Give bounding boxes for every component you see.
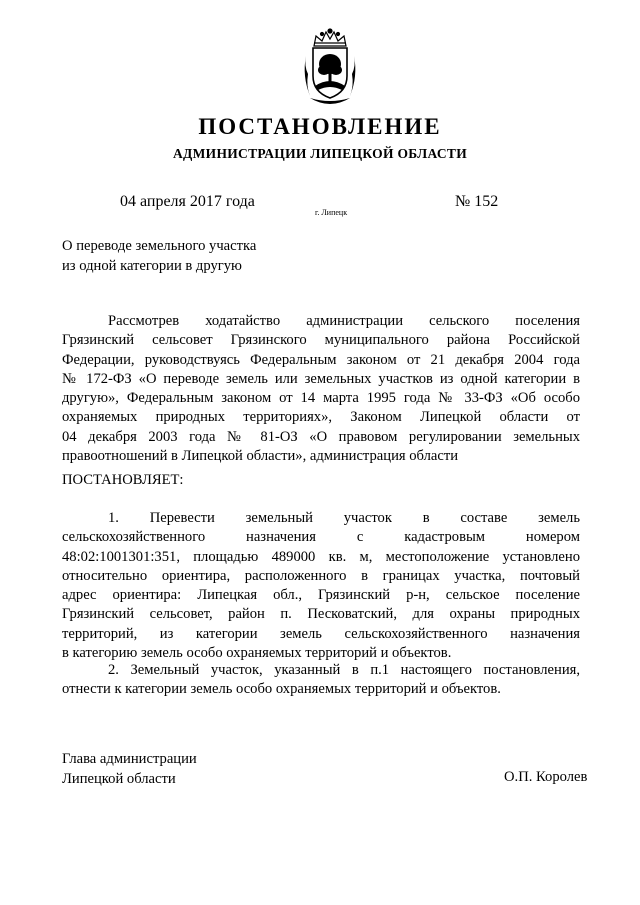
signatory-name: О.П. Королев — [504, 769, 588, 785]
preamble-line: Федерации, руководствуясь Федеральным законом от 21 декабря 2004 года — [62, 351, 580, 368]
signatory-position-line: Глава администрации — [62, 751, 197, 767]
clause-2-paragraph — [62, 661, 580, 700]
clause-1-line: сельскохозяйственного назначения с кадастровым номером — [62, 529, 580, 546]
preamble-line: охраняемых природных территориях», Законом Липецкой области от — [62, 409, 580, 426]
clause-2-line: отнести к категории земель особо охраняемых территорий и объектов. — [62, 681, 501, 698]
issuing-authority: АДМИНИСТРАЦИИ ЛИПЕЦКОЙ ОБЛАСТИ — [172, 146, 468, 161]
preamble-line: Рассмотрев ходатайство администрации сельского поселения — [108, 313, 580, 329]
topic-line: из одной категории в другую — [62, 258, 242, 274]
preamble-line: другую», Федеральным законом от 14 марта 1995 года № 33-ФЗ «Об особо — [62, 390, 580, 407]
document-title: ПОСТАНОВЛЕНИЕ — [198, 114, 442, 139]
document-number: № 152 — [455, 193, 499, 210]
clause-1-line: 1. Перевести земельный участок в составе земель — [108, 510, 580, 526]
clause-1-line: 48:02:1001301:351, площадью 489000 кв. м, местоположение установлено — [62, 548, 580, 565]
coat-of-arms-emblem — [300, 26, 360, 108]
preamble-line: Грязинский сельсовет Грязинского муниципального района Российской — [62, 332, 580, 349]
document-topic — [62, 236, 256, 276]
clause-1-line: Грязинский сельсовет, район п. Песковатский, для охраны природных — [62, 606, 580, 623]
topic-line: О переводе земельного участка — [62, 238, 257, 254]
resolves-heading: ПОСТАНОВЛЯЕТ: — [62, 472, 184, 488]
preamble-line: № 172-ФЗ «О переводе земель или земельных участков из одной категории в — [62, 370, 580, 387]
clause-1-line: в категорию земель особо охраняемых территорий и объектов. — [62, 645, 452, 662]
clause-1-line: территорий, из категории земель сельскохозяйственного назначения — [62, 625, 580, 642]
preamble-line: 04 декабря 2003 года № 81-ОЗ «О правовом регулировании земельных — [62, 428, 580, 445]
clause-1-paragraph — [62, 509, 580, 663]
document-date: 04 апреля 2017 года — [120, 193, 255, 210]
signatory-position-line: Липецкой области — [62, 771, 176, 787]
document-place: г. Липецк — [315, 208, 348, 217]
clause-1-line: относительно ориентира, расположенного в границах участка, почтовый — [62, 567, 580, 584]
clause-1-line: адрес ориентира: Липецкая обл., Грязинский р-н, сельское поселение — [62, 587, 580, 604]
clause-2-line: 2. Земельный участок, указанный в п.1 настоящего постановления, — [108, 662, 580, 678]
preamble-line: правоотношений в Липецкой области», администрация области — [62, 448, 459, 465]
preamble-paragraph — [62, 312, 580, 466]
signatory-position — [62, 749, 197, 789]
